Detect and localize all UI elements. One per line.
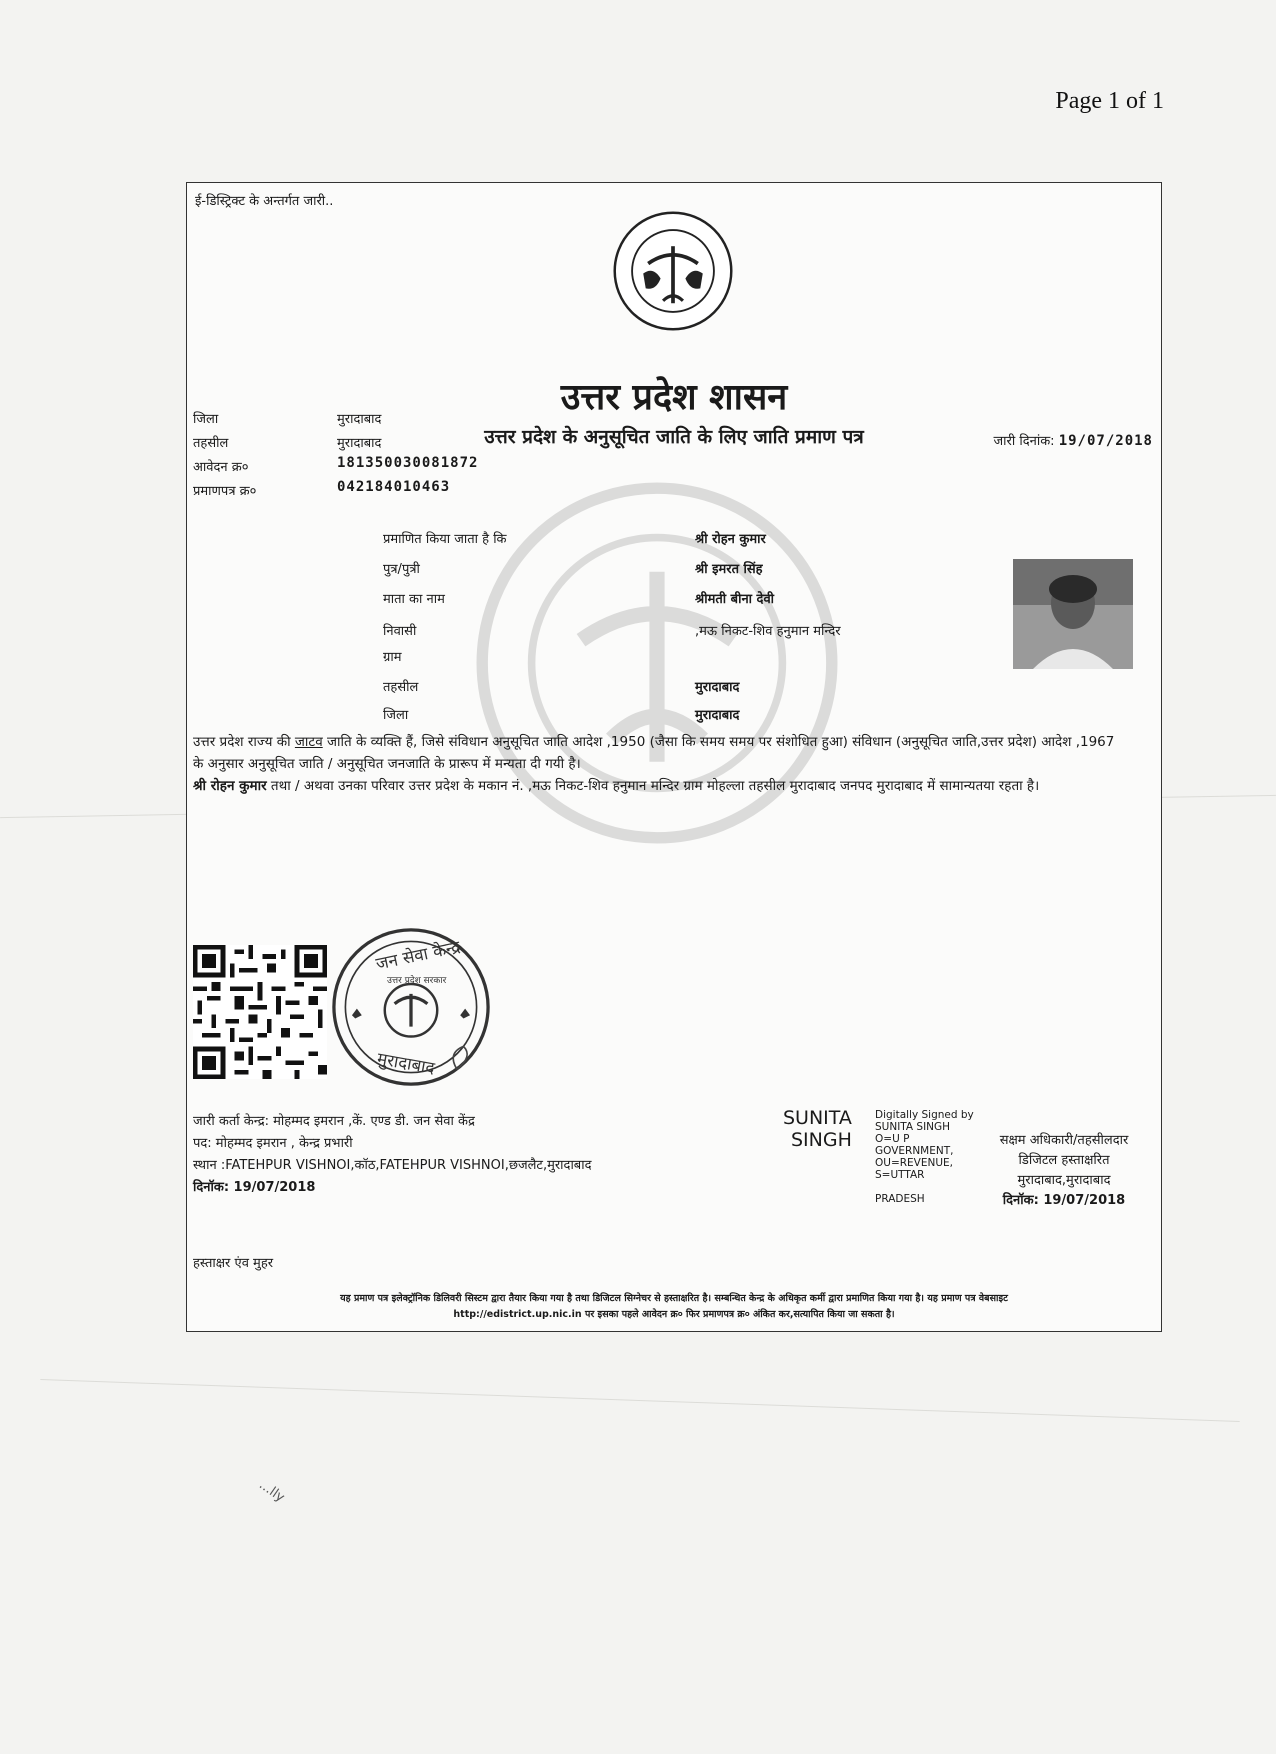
signature-line	[875, 1181, 974, 1193]
paper-crease	[40, 1379, 1239, 1422]
mother-name-label: माता का नाम	[383, 592, 445, 607]
officer-designation: सक्षम अधिकारी/तहसीलदार	[999, 1133, 1129, 1148]
caste-declaration	[193, 731, 1123, 775]
cert-district-value: मुरादाबाद	[695, 708, 740, 723]
application-number-label: आवेदन क्र०	[193, 460, 249, 475]
page-number: Page 1 of 1	[1055, 88, 1164, 114]
verification-notice-line1: यह प्रमाण पत्र इलेक्ट्रॉनिक डिलिवरी सिस्टम द्वारा तैयार किया गया है तथा डिजिटल सिग्नेचर से हस्ताक्षरित है। सम्बन्धित केन्द्र के अधिकृत कर्मी द्वारा प्रमाणित किया गया है। यह प्रमाण पत्र वेबसाइट	[340, 1293, 1008, 1304]
signature-line: O=U P	[875, 1133, 910, 1145]
cert-tehsil-value: मुरादाबाद	[695, 680, 740, 695]
residence-declaration-body: तथा / अथवा उनका परिवार उत्तर प्रदेश के मकान नं. ,मऊ निकट-शिव हनुमान मन्दिर ग्राम मोहल्ला तहसील मुरादाबाद जनपद मुरादाबाद में सामान्यतया रहता है।	[266, 778, 1040, 794]
issue-date	[994, 431, 1153, 449]
issuing-center: जारी कर्ता केन्द्र: मोहम्मद इमरान ,कें. एण्ड डी. जन सेवा केंद्र	[193, 1114, 475, 1129]
signature-line: PRADESH	[875, 1193, 925, 1205]
issue-date-value: 19/07/2018	[1058, 433, 1153, 449]
signature-line: GOVERNMENT,	[875, 1145, 954, 1157]
signer-name-line2: SINGH	[791, 1129, 852, 1151]
seal-top-text: जन सेवा केन्द्र	[374, 937, 463, 975]
certificate	[186, 182, 1162, 1332]
up-government-emblem-icon	[611, 209, 735, 333]
son-daughter-label: पुत्र/पुत्री	[383, 562, 420, 577]
certificate-number-label: प्रमाणपत्र क्र०	[193, 484, 257, 499]
caste-declaration-intro: उत्तर प्रदेश राज्य की	[193, 734, 295, 750]
certificate-subtitle: उत्तर प्रदेश के अनुसूचित जाति के लिए जाति प्रमाण पत्र	[484, 426, 864, 448]
officer-location: मुरादाबाद,मुरादाबाद	[1017, 1173, 1111, 1188]
seal-bottom-text: मुरादाबाद	[375, 1049, 437, 1079]
signer-name-line1: SUNITA	[783, 1107, 852, 1129]
caste-name: जाटव	[294, 734, 323, 750]
margin-handwriting: ...lly	[256, 1477, 288, 1506]
seal-inner-text: उत्तर प्रदेश सरकार	[387, 976, 447, 986]
digital-signature-details	[875, 1109, 974, 1205]
issuer-date: दिनॉक: 19/07/2018	[193, 1180, 316, 1195]
signature-line: SUNITA SINGH	[875, 1121, 951, 1133]
tehsil-label: तहसील	[193, 436, 229, 451]
certified-that-label: प्रमाणित किया जाता है कि	[383, 532, 507, 547]
cert-tehsil-label: तहसील	[383, 680, 419, 695]
resident-label: निवासी	[383, 624, 417, 639]
tehsil-value: मुरादाबाद	[337, 436, 382, 451]
verification-notice-line2: http://edistrict.up.nic.in पर इसका पहले आवेदन क्र० फिर प्रमाणपत्र क्र० अंकित कर,सत्यापित किया जा सकता है।	[453, 1309, 895, 1320]
certificate-number-value: 042184010463	[337, 479, 451, 495]
officer-date: दिनॉक: 19/07/2018	[1002, 1193, 1126, 1208]
cert-district-label: जिला	[383, 708, 409, 723]
signature-line: Digitally Signed by	[875, 1109, 974, 1121]
verification-notice	[187, 1291, 1161, 1323]
caste-declaration-body: जाति के व्यक्ति हैं, जिसे संविधान अनुसूचित जाति आदेश ,1950 (जैसा कि समय समय पर संशोधित हुआ) संविधान (अनुसूचित जाति,उत्तर प्रदेश) आदेश ,1967 के अनुसार अनुसूचित जाति / अनुसूचित जनजाति के प्रारूप में मन्यता दी गयी है।	[193, 734, 1115, 772]
certificate-heading: उत्तर प्रदेश शासन	[560, 376, 788, 418]
district-value: मुरादाबाद	[337, 412, 382, 427]
issued-under-note: ई-डिस्ट्रिक्ट के अन्तर्गत जारी..	[195, 194, 334, 209]
competent-officer	[973, 1131, 1155, 1211]
father-name: श्री इमरत सिंह	[695, 562, 763, 577]
district-label: जिला	[193, 412, 219, 427]
signature-seal-label: हस्ताक्षर एंव मुहर	[193, 1256, 274, 1271]
resident-address: ,मऊ निकट-शिव हनुमान मन्दिर	[695, 624, 841, 639]
signature-line: S=UTTAR	[875, 1169, 925, 1181]
issuer-post: पद: मोहम्मद इमरान , केन्द्र प्रभारी	[193, 1136, 353, 1151]
qr-code	[193, 941, 327, 1083]
officer-digitally-signed: डिजिटल हस्ताक्षरित	[1018, 1153, 1110, 1168]
issuer-place: स्थान :FATEHPUR VISHNOI,कॉठ,FATEHPUR VISHNOI,छजलैट,मुरादाबाद	[193, 1158, 592, 1173]
residence-applicant-name: श्री रोहन कुमार	[193, 778, 267, 794]
application-number-value: 181350030081872	[337, 455, 479, 471]
issue-date-label: जारी दिनांक:	[993, 434, 1055, 449]
village-label: ग्राम	[383, 650, 402, 665]
mother-name: श्रीमती बीना देवी	[695, 592, 775, 607]
applicant-photo	[1013, 559, 1133, 669]
residence-declaration	[193, 775, 1123, 797]
signature-line: OU=REVENUE,	[875, 1157, 954, 1169]
applicant-name: श्री रोहन कुमार	[695, 532, 766, 547]
